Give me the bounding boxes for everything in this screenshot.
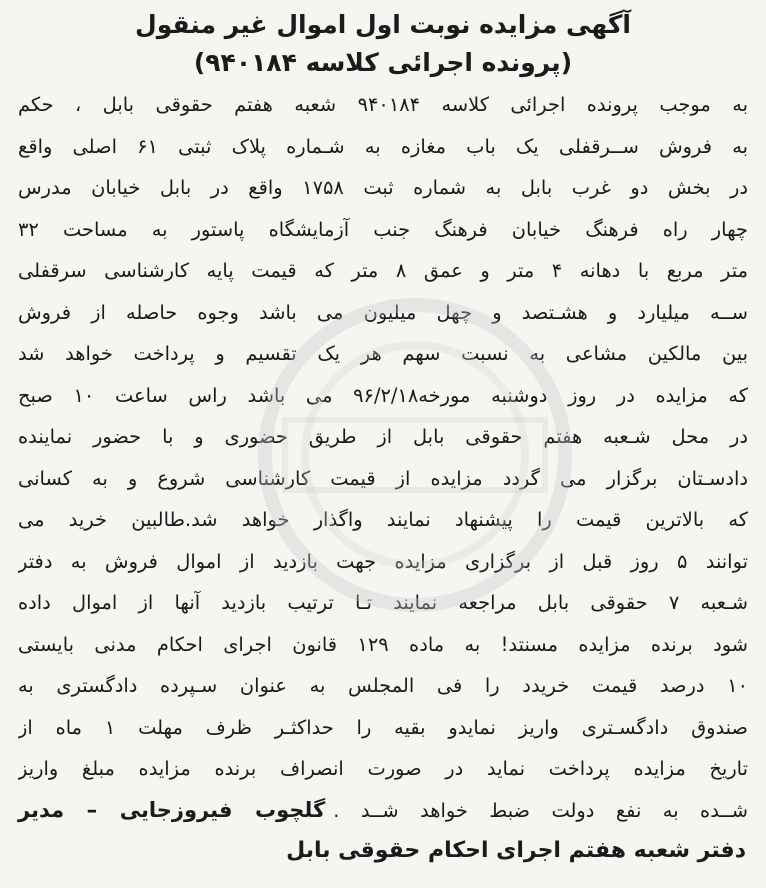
notice-subtitle: (پرونده اجرائی کلاسه ۹۴۰۱۸۴) [193,48,573,77]
body-line: در بخش دو غرب بابل به شماره ثبت ۱۷۵۸ واقع در بابل خیابان مدرس [18,176,748,199]
body-line: ۱۰ درصد قیمت خریدد را فی المجلس به عنوان سـپرده دادگستری به [18,674,748,697]
issuing-office: دفتر شعبه هفتم اجرای احکام حقوقی بابل [286,838,746,863]
body-line: به فروش ســرقفلی یک باب مغازه به شـماره پلاک ثبتی ۶۱ اصلی واقع [18,134,748,158]
body-line: دادسـتان برگزار می گردد مزایده از قیمت کارشناسی شروع و به کسانی [18,466,748,490]
body-line: متر مربع با دهانه ۴ متر و عمق ۸ متر که قیمت پایه کارشناسی سرقفلی [18,259,748,282]
body-line: شود برنده مزایده مسنتد! به ماده ۱۲۹ قانون اجرای احکام مدنی بایستی [18,632,748,656]
body-line: که بالاترین قیمت را پیشنهاد نمایند واگذار خواهد شد.طالبین خرید می [18,508,748,531]
notice-title: آگهی مزایده نوبت اول اموال غیر منقول [135,10,631,39]
body-line: تاریخ مزایده پرداخت نماید در صورت انصراف برنده مزایده مبلغ واریز [18,757,748,780]
body-line: در محل شـعبه هفتم حقوقی بابل از طریق حضوری و با حضور نماینده [18,425,748,448]
body-line: چهار راه فرهنگ خیابان فرهنگ جنب آزمایشگاه پاستور به مساحت ۳۲ [18,217,748,241]
body-line: شـعبه ۷ حقوقی بابل مراجعه نمایند تـا ترتیب بازدید آنها از اموال داده [18,591,748,614]
body-line: صندوق دادگسـتری واریز نمایدو بقیه را حداکثـر ظرف مهلت ۱ ماه از [18,715,748,739]
body-line: ســه میلیارد و هشـتصد و چهل میلیون می باشد وجوه حاصله از فروش [18,300,748,324]
body-line: بین مالکین مشاعی به نسبت سهم هر یک تقسیم و پرداخت خواهد شد [18,342,748,365]
closing-text: شــده به نفع دولت ضبط خواهد شــد . [333,798,748,822]
body-line: به موجب پرونده اجرائی کلاسه ۹۴۰۱۸۴ شعبه هفتم حقوقی بابل ، حکم [18,93,748,116]
closing-line [18,790,748,832]
body-line: توانند ۵ روز قبل از برگزاری مزایده جهت بازدید از اموال فروش به دفتر [18,549,748,573]
body-line: که مزایده در روز دوشنبه مورخه۹۶/۲/۱۸ می باشد راس ساعت ۱۰ صبح [18,383,748,407]
notice-body [18,84,748,831]
signer-name: گلچوب فیروزجایی – مدیر [18,797,326,822]
